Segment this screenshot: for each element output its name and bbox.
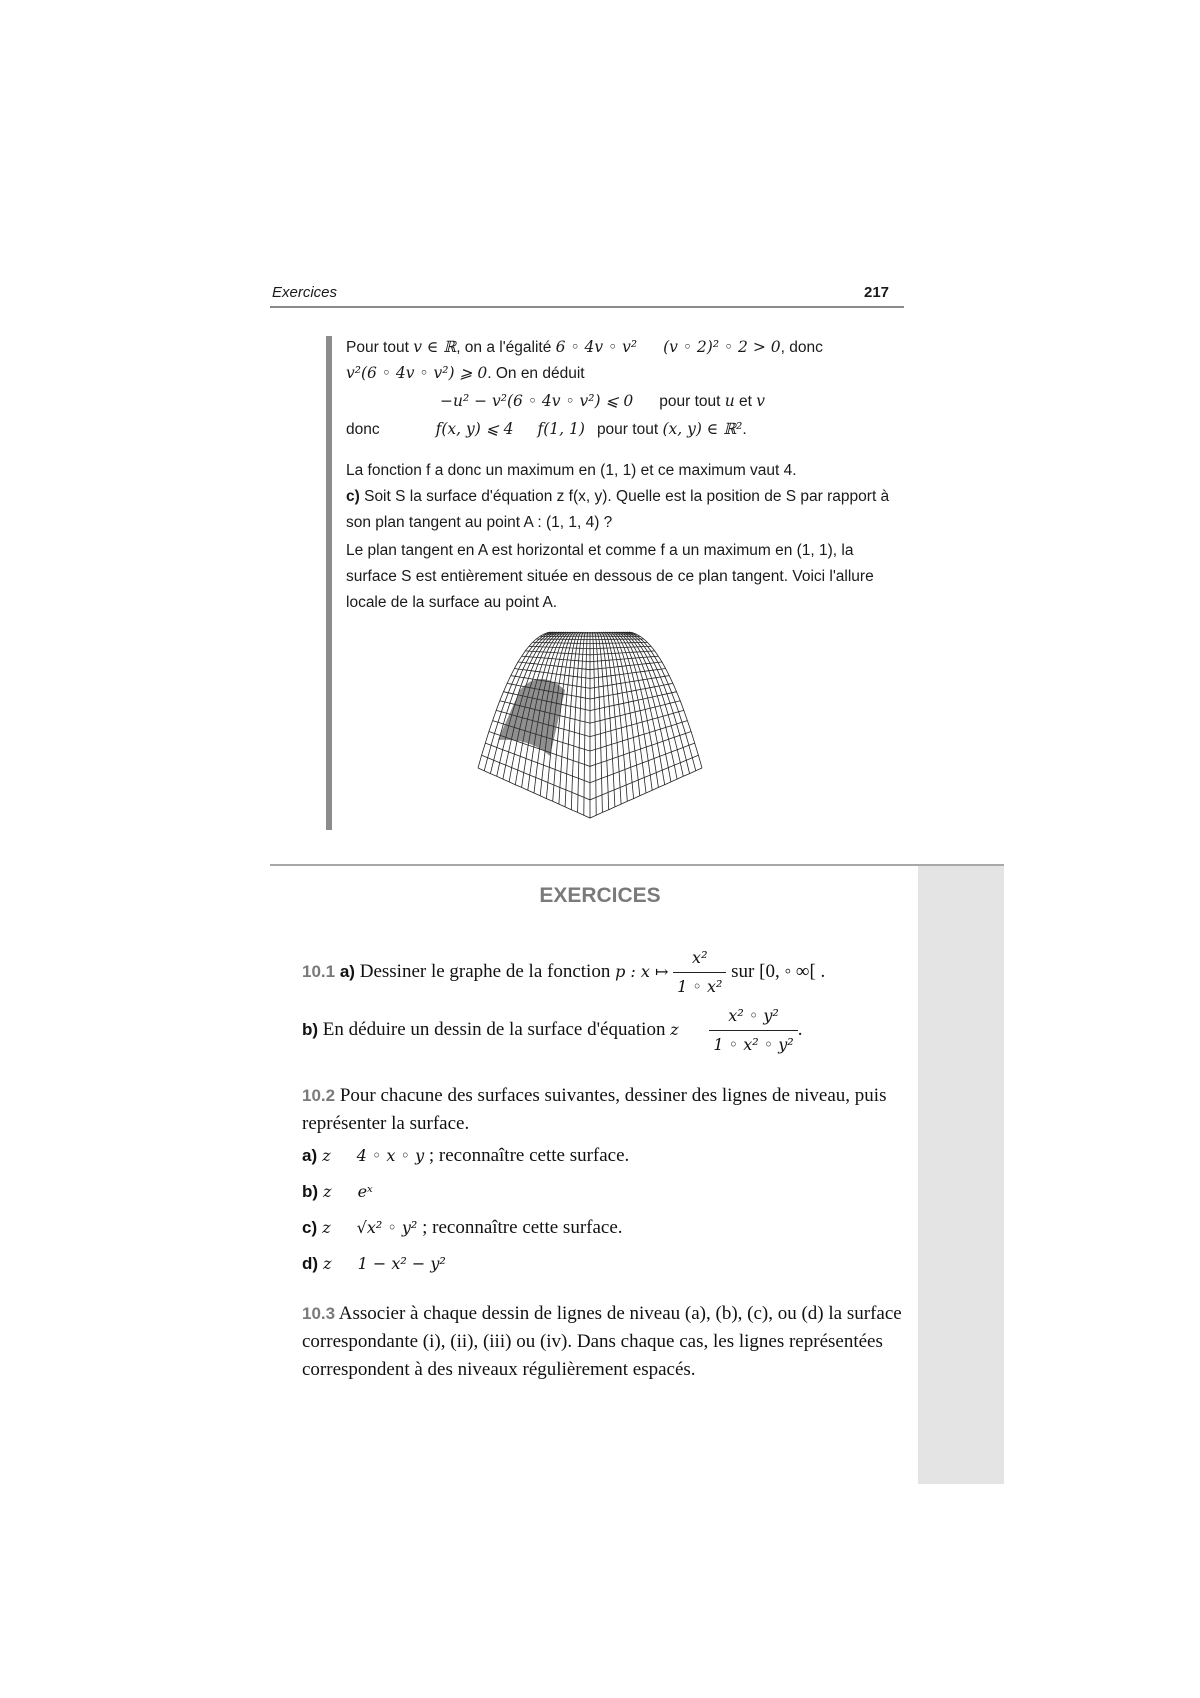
item-tail: ; reconnaître cette surface. <box>424 1145 630 1166</box>
exercise-text: Pour chacune des surfaces suivantes, dessiner des lignes de niveau, puis représenter la surface. <box>302 1085 887 1134</box>
question-label: a) <box>339 961 355 981</box>
list-item <box>302 1142 902 1178</box>
surface-shading <box>498 679 565 756</box>
running-header-title: Exercices <box>272 284 338 301</box>
text: . <box>797 1018 803 1040</box>
margin-sidebar <box>918 866 1004 1484</box>
solution-question-c <box>346 484 906 536</box>
fraction <box>709 1002 797 1059</box>
exercise-10-1-a <box>302 944 922 1001</box>
header-rule <box>270 306 904 308</box>
question-label: c) <box>346 488 360 505</box>
solution-line-4 <box>346 416 906 443</box>
math: v²(6 ◦ 4v ◦ v²) ⩾ 0 <box>346 364 488 382</box>
math: v <box>756 392 766 410</box>
item-lhs: z <box>317 1218 331 1237</box>
exercise-10-1-b <box>302 1002 922 1059</box>
denominator: 1 ◦ x² <box>677 977 723 996</box>
mesh-line <box>592 632 596 815</box>
text: , on a l'égalité <box>456 339 556 356</box>
exercise-text: Associer à chaque dessin de lignes de niveau (a), (b), (c), ou (d) la surface correspondante (i), (ii), (iii) ou (iv). Dans chaque cas, les lignes représentées correspondent à des niveaux régulièrement espacés. <box>302 1303 902 1380</box>
item-rhs: 4 ◦ x ◦ y <box>356 1146 425 1165</box>
text: pour tout <box>659 393 725 410</box>
item-lhs: z <box>318 1254 332 1273</box>
text: sur [0, ◦ ∞[ . <box>726 960 826 982</box>
solution-line-1 <box>346 334 906 361</box>
math: (x, y) ∈ ℝ² <box>662 420 743 438</box>
numerator: x² <box>673 944 726 973</box>
list-item <box>302 1250 902 1286</box>
math: z <box>670 1019 679 1039</box>
question-label: b) <box>302 1019 319 1039</box>
surface-plot-figure <box>470 628 710 828</box>
item-rhs: √x² ◦ y² <box>356 1218 418 1237</box>
exercise-10-2-items <box>302 1142 902 1286</box>
numerator: x² ◦ y² <box>709 1002 797 1031</box>
mesh-line <box>584 632 588 815</box>
solution-paragraph-1: La fonction f a donc un maximum en (1, 1) et ce maximum vaut 4. <box>346 462 797 479</box>
exercise-number: 10.1 <box>302 961 336 981</box>
math: p : x ↦ <box>615 961 669 981</box>
solution-vertical-bar <box>326 336 332 830</box>
math: f(x, y) ⩽ 4 <box>435 420 514 438</box>
text: pour tout <box>596 421 663 438</box>
math: u <box>724 392 735 410</box>
math: (v ◦ 2)² ◦ 2 > 0 <box>663 338 781 356</box>
mesh-line <box>625 632 690 774</box>
exercise-10-2 <box>302 1082 910 1138</box>
exercise-10-3 <box>302 1300 910 1384</box>
question-text: Soit S la surface d'équation z f(x, y). Quelle est la position de S par rapport à son plan tangent au point A : (1, 1, 4) ? <box>346 488 890 531</box>
item-tail: ; reconnaître cette surface. <box>417 1217 623 1238</box>
list-item <box>302 1178 902 1214</box>
question-text: Dessiner le graphe de la fonction <box>354 960 616 982</box>
math: 6 ◦ 4v ◦ v² <box>555 338 638 356</box>
item-label: a) <box>302 1146 318 1165</box>
solution-paragraph-2: Le plan tangent en A est horizontal et comme f a un maximum en (1, 1), la surface S est entièrement située en dessous de ce plan tangent. Voici l'allure locale de la surface au point A. <box>346 542 874 611</box>
list-item <box>302 1214 902 1250</box>
section-title: EXERCICES <box>539 884 661 907</box>
text: et <box>734 393 757 410</box>
math: −u² − v²(6 ◦ 4v ◦ v²) ⩽ 0 <box>440 392 634 410</box>
item-lhs: z <box>317 1146 331 1165</box>
exercise-number: 10.3 <box>302 1304 336 1323</box>
text: , donc <box>780 339 823 356</box>
fraction <box>673 944 726 1001</box>
item-lhs: z <box>318 1182 332 1201</box>
page-number: 217 <box>864 284 890 301</box>
solution-line-3 <box>440 388 1000 415</box>
exercise-number: 10.2 <box>302 1086 336 1105</box>
text: . On en déduit <box>487 365 585 382</box>
math: f(1, 1) <box>537 420 585 438</box>
item-label: c) <box>302 1218 318 1237</box>
item-label: b) <box>302 1182 319 1201</box>
question-text: En déduire un dessin de la surface d'équation <box>318 1018 671 1040</box>
solution-line-2 <box>346 360 906 387</box>
denominator: 1 ◦ x² ◦ y² <box>713 1035 794 1054</box>
text: Pour tout <box>346 339 414 356</box>
item-label: d) <box>302 1254 319 1273</box>
section-rule <box>270 864 1004 866</box>
item-rhs: 1 − x² − y² <box>357 1254 446 1273</box>
math: v ∈ ℝ <box>413 338 457 356</box>
text: . <box>742 421 747 438</box>
item-rhs: eˣ <box>357 1182 373 1201</box>
text: donc <box>346 421 380 438</box>
